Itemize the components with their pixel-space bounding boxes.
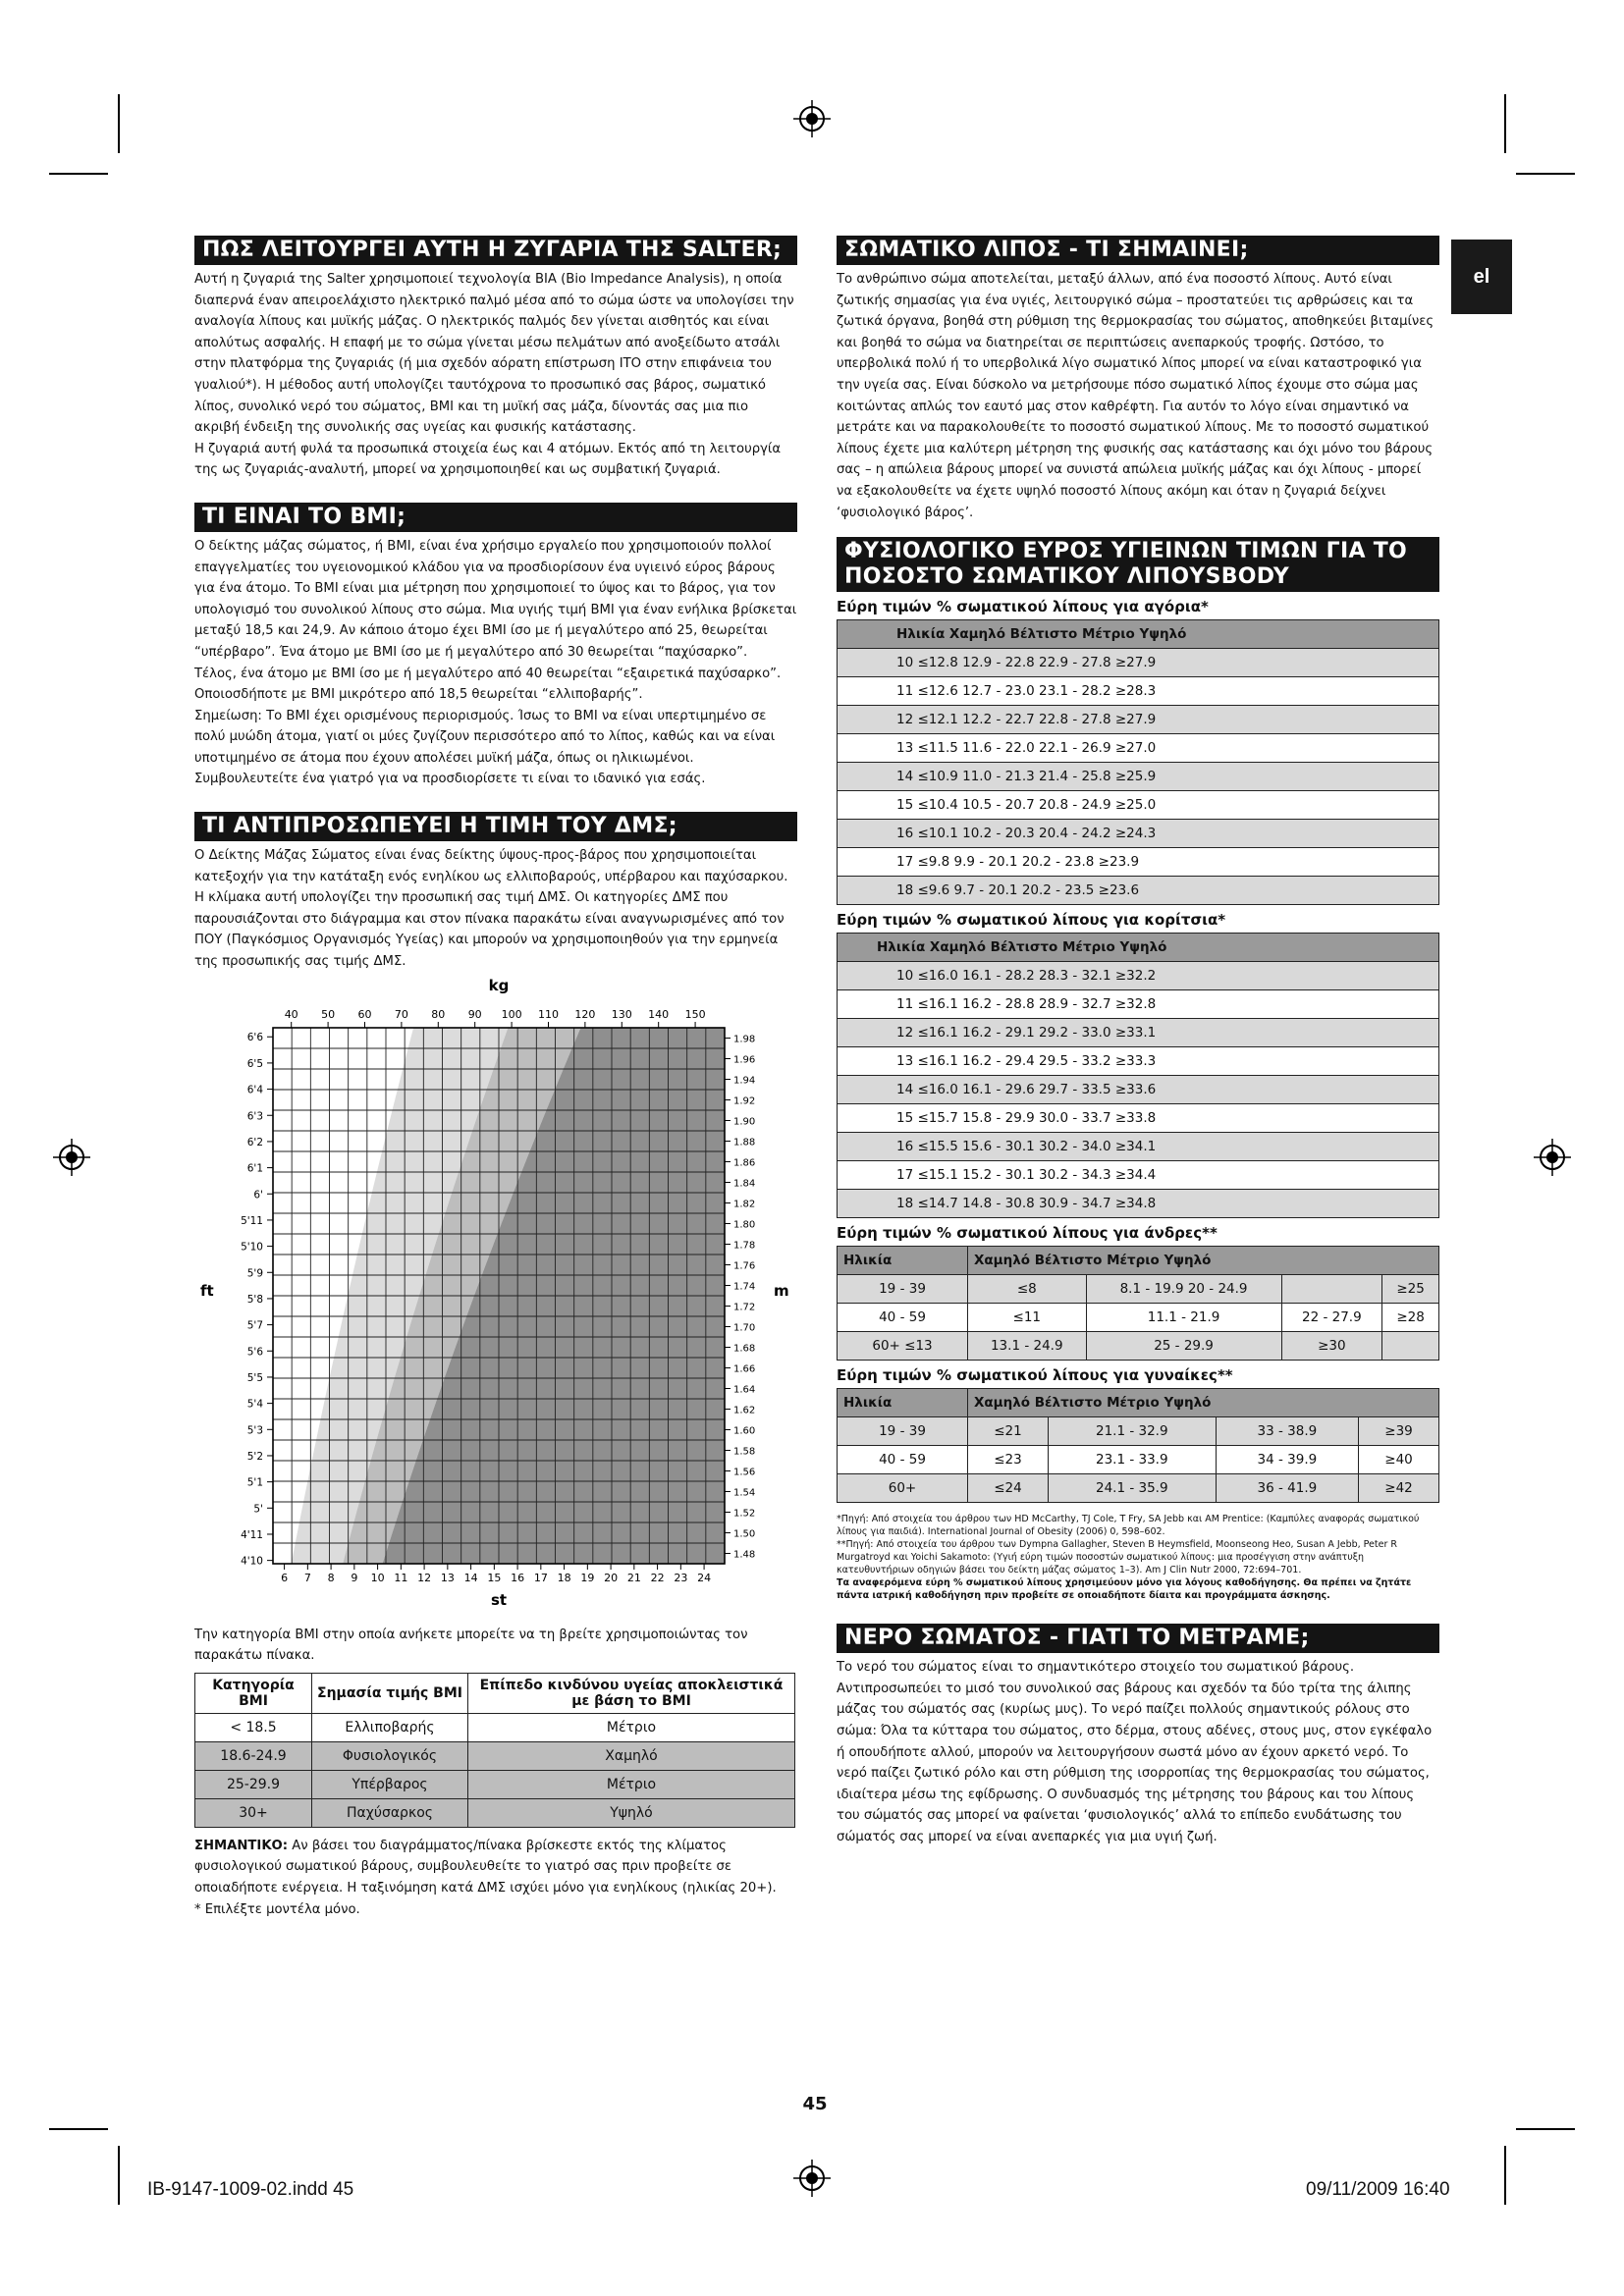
- ft-tick-label: 6'1: [246, 1162, 263, 1175]
- table-cell: ≤21: [968, 1417, 1049, 1446]
- table-row: [838, 1019, 1439, 1047]
- m-tick-label: 1.54: [733, 1487, 756, 1499]
- m-tick-label: 1.50: [733, 1528, 756, 1540]
- st-tick-label: 21: [626, 1571, 641, 1584]
- st-tick-label: 17: [533, 1571, 548, 1584]
- kg-tick-label: 90: [467, 1007, 482, 1021]
- table-cell: 60+ ≤13: [838, 1332, 968, 1361]
- table-row: [838, 1104, 1439, 1133]
- table-cell: Ελλιποβαρής: [312, 1713, 468, 1741]
- st-tick-label: 7: [303, 1571, 311, 1584]
- table-cell: 14 ≤16.0 16.1 - 29.6 29.7 - 33.5 ≥33.6: [838, 1076, 1439, 1104]
- table-cell: 33 - 38.9: [1216, 1417, 1358, 1446]
- st-tick-label: 14: [463, 1571, 478, 1584]
- ft-tick-label: 6'2: [246, 1136, 263, 1148]
- footnote: *Πηγή: Από στοιχεία του άρθρου των HD McCarthy, TJ Cole, T Fry, SA Jebb και AM Prentice: (Καμπύλες αναφοράς σωματικού λίπους για παιδιά). International Journal of Obesity (2006) 0, 598–602.: [837, 1514, 1420, 1538]
- m-tick-label: 1.72: [733, 1302, 756, 1313]
- footnote: **Πηγή: Από στοιχεία του άρθρου των Dympna Gallagher, Steven B Heymsfield, Moonseong Heo, Susan A Jebb, Peter R Murgatroyd και Yoichi Sakamoto: (Υγιή εύρη τιμών ποσοστών σωματικού λίπους: μια προσέγγιση στην ανάπτυξη κατευθυντήριων οδηγιών βάσει του δείκτη μάζας σώματος 1–3). Am J Clin Nutr 2000, 72:694–701.: [837, 1539, 1398, 1576]
- boys-table: [837, 619, 1439, 905]
- table-cell: 13.1 - 24.9: [968, 1332, 1087, 1361]
- table-cell: Υπέρβαρος: [312, 1770, 468, 1798]
- m-tick-label: 1.66: [733, 1363, 756, 1375]
- table-row: [838, 1076, 1439, 1104]
- ft-tick-label: 5': [253, 1502, 263, 1515]
- kg-tick-label: 100: [501, 1007, 522, 1021]
- ft-tick-label: 5'9: [246, 1266, 263, 1279]
- table-header: Χαμηλό Βέλτιστο Μέτριο Υψηλό: [968, 1247, 1439, 1275]
- table-cell: ≤8: [968, 1275, 1087, 1304]
- m-tick-label: 1.88: [733, 1137, 756, 1148]
- footnotes: [837, 1513, 1439, 1602]
- table-row: [838, 677, 1439, 706]
- section-title-what-is-bmi: ΤΙ ΕΙΝΑΙ ΤΟ BMI;: [194, 503, 797, 532]
- slug-file-name: IB-9147-1009-02.indd 45: [147, 2179, 354, 2200]
- table-row: [838, 1275, 1439, 1304]
- girls-caption: Εύρη τιμών % σωματικού λίπους για κορίτσια*: [837, 911, 1226, 930]
- table-row: [838, 820, 1439, 848]
- table-cell: 15 ≤10.4 10.5 - 20.7 20.8 - 24.9 ≥25.0: [838, 791, 1439, 820]
- table-cell: Μέτριο: [468, 1770, 795, 1798]
- ft-tick-label: 5'8: [246, 1293, 263, 1306]
- crop-mark: [49, 2128, 108, 2130]
- kg-axis-label: kg: [488, 976, 510, 994]
- slug-date-time: 09/11/2009 16:40: [1306, 2179, 1450, 2200]
- kg-tick-label: 150: [684, 1007, 706, 1021]
- m-tick-label: 1.84: [733, 1178, 756, 1190]
- table-cell: 24.1 - 35.9: [1048, 1474, 1216, 1503]
- important-label: ΣΗΜΑΝΤΙΚΟ:: [194, 1838, 289, 1853]
- st-tick-label: 15: [487, 1571, 502, 1584]
- crop-mark: [118, 2146, 120, 2205]
- paragraph: Το νερό του σώματος είναι το σημαντικότερο στοιχείο του σωματικού βάρους. Αντιπροσωπεύει το μισό του συνολικού σας βάρους και σχεδόν τα δύο τρίτα της άλιπης μάζας του σώματός σας (κυρίως μυς). Το νερό παίζει πολλούς σημαντικούς ρόλους στο σώμα: Όλα τα κύτταρα του σώματος, στο δέρμα, στους αδένες, στους μυς, στον εγκέφαλο ή οπουδήποτε αλλού, μπορούν να λειτουργήσουν σωστά μόνο αν έχουν αρκετό νερό. Το νερό παίζει ζωτικό ρόλο και στη ρύθμιση της ισορροπίας της θερμοκρασίας του σώματος, ιδιαίτερα μέσω της εφίδρωσης. Ο συνδυασμός της μέτρησης του βάρους και του λίπους του σώματός σας μπορεί να φαίνεται ‘φυσιολογικός’ αλλά το επίπεδο ενυδάτωσης του σώματός σας μπορεί να είναι ανεπαρκές για μια υγιή ζωή.: [837, 1660, 1433, 1844]
- table-cell: 14 ≤10.9 11.0 - 21.3 21.4 - 25.8 ≥25.9: [838, 763, 1439, 791]
- table-cell: ≥42: [1359, 1474, 1439, 1503]
- table-cell: 11 ≤16.1 16.2 - 28.8 28.9 - 32.7 ≥32.8: [838, 990, 1439, 1019]
- table-row: [195, 1798, 795, 1827]
- kg-tick-label: 70: [394, 1007, 408, 1021]
- table-header: Κατηγορία BMI: [195, 1673, 312, 1713]
- m-tick-label: 1.64: [733, 1384, 756, 1396]
- table-row: [838, 1190, 1439, 1218]
- table-row: [838, 1446, 1439, 1474]
- paragraph: Ο δείκτης μάζας σώματος, ή BMI, είναι ένα χρήσιμο εργαλείο που χρησιμοποιούν πολλοί επαγγελματίες του υγειονομικού κλάδου για να προσδιορίσουν ένα υγιεινό εύρος βάρους για ένα άτομο. Το BMI είναι μια μέτρηση που χρησιμοποιεί το ύψος και το βάρος, για τον υπολογισμό του συνολικού λίπους στο σώμα. Μια υγιής τιμή BMI για έναν ενήλικα βρίσκεται μεταξύ 18,5 και 24,9. Αν κάποιο άτομο έχει BMI ίσο με ή μεγαλύτερο από 25, θεωρείται “υπέρβαρο”. Ένα άτομο με BMI ίσο με ή μεγαλύτερο από 30 θεωρείται “παχύσαρκο”.: [194, 538, 797, 660]
- st-tick-label: 24: [697, 1571, 712, 1584]
- ft-axis-label: ft: [200, 1281, 214, 1300]
- ft-tick-label: 4'10: [241, 1555, 263, 1568]
- language-tab: el: [1451, 240, 1512, 314]
- table-cell: 23.1 - 33.9: [1048, 1446, 1216, 1474]
- st-tick-label: 18: [557, 1571, 571, 1584]
- paragraph: Ο Δείκτης Μάζας Σώματος είναι ένας δείκτης ύψους-προς-βάρος που χρησιμοποιείται κατεξοχήν για την κατάταξη ενός ενηλίκου ως ελλιποβαρούς, υπέρβαρου και παχύσαρκου. Η κλίμακα αυτή υπολογίζει την προσωπική σας τιμή ΔΜΣ. Οι κατηγορίες ΔΜΣ που παρουσιάζονται στο διάγραμμα και στον πίνακα παρακάτω είναι αναγνωρισμένες από τον ΠΟΥ (Παγκόσμιος Οργανισμός Υγείας) και μπορούν να χρησιμοποιηθούν για την ερμηνεία της προσωπικής σας τιμής ΔΜΣ.: [194, 848, 788, 970]
- m-tick-label: 1.58: [733, 1446, 756, 1458]
- crop-mark: [1504, 2146, 1506, 2205]
- m-tick-label: 1.94: [733, 1075, 756, 1087]
- table-row: [838, 649, 1439, 677]
- table-row: [838, 1161, 1439, 1190]
- models-note: * Επιλέξτε μοντέλα μόνο.: [194, 1901, 360, 1917]
- kg-tick-label: 50: [321, 1007, 336, 1021]
- table-cell: 30+: [195, 1798, 312, 1827]
- m-tick-label: 1.56: [733, 1467, 756, 1478]
- table-cell: 25 - 29.9: [1086, 1332, 1281, 1361]
- m-tick-label: 1.80: [733, 1219, 756, 1231]
- crop-mark: [1516, 173, 1575, 175]
- st-tick-label: 6: [281, 1571, 289, 1584]
- m-tick-label: 1.78: [733, 1240, 756, 1252]
- st-tick-label: 16: [511, 1571, 525, 1584]
- table-cell: ≤11: [968, 1304, 1087, 1332]
- paragraph: Η ζυγαριά αυτή φυλά τα προσωπικά στοιχεία έως και 4 ατόμων. Εκτός από τη λειτουργία της ως ζυγαριάς-αναλυτή, μπορεί να χρησιμοποιηθεί και ως συμβατική ζυγαριά.: [194, 441, 782, 478]
- table-cell: ≥25: [1382, 1275, 1439, 1304]
- table-cell: 18 ≤9.6 9.7 - 20.1 20.2 - 23.5 ≥23.6: [838, 877, 1439, 905]
- ft-tick-label: 5'4: [246, 1398, 263, 1411]
- ft-tick-label: 6'3: [246, 1109, 263, 1122]
- table-cell: ≥40: [1359, 1446, 1439, 1474]
- paragraph: Την κατηγορία BMI στην οποία ανήκετε μπορείτε να τη βρείτε χρησιμοποιώντας τον παρακάτω πίνακα.: [194, 1627, 748, 1664]
- table-cell: 19 - 39: [838, 1275, 968, 1304]
- registration-mark-icon: [53, 1139, 90, 1176]
- important-note: [194, 1836, 797, 1899]
- m-tick-label: 1.48: [733, 1549, 756, 1561]
- bmi-chart: [194, 977, 797, 1625]
- table-cell: 16 ≤15.5 15.6 - 30.1 30.2 - 34.0 ≥34.1: [838, 1133, 1439, 1161]
- kg-tick-label: 60: [357, 1007, 372, 1021]
- table-header: Σημασία τιμής BMI: [312, 1673, 468, 1713]
- table-header: Ηλικία: [838, 1389, 968, 1417]
- ft-tick-label: 5'3: [246, 1423, 263, 1436]
- ft-tick-label: 5'2: [246, 1450, 263, 1463]
- ft-tick-label: 5'10: [241, 1241, 263, 1254]
- table-cell: < 18.5: [195, 1713, 312, 1741]
- paragraph: Αυτή η ζυγαριά της Salter χρησιμοποιεί τεχνολογία BIA (Bio Impedance Analysis), η οποία διαπερνά έναν απειροελάχιστο ηλεκτρικό παλμό μέσα από το σώμα ώστε να υπολογίσει την αναλογία λίπους και μυϊκής μάζας. Ο ηλεκτρικός παλμός δεν γίνεται αισθητός και είναι απολύτως ασφαλής. Η επαφή με το σώμα γίνεται μέσω πελμάτων από ανοξείδωτο ατσάλι στην πλατφόρμα της ζυγαριάς (ή μια σχεδόν αόρατη επίστρωση ITO στην επιφάνεια του γυαλιού*). Η μέθοδος αυτή υπολογίζει ταυτόχρονα το προσωπικό σας βάρος, σωματικό λίπος, συνολικό νερό του σώματος, BMI και τη μυϊκή σας μάζα, δίνοντάς σας μια πιο ακριβή ένδειξη της συνολικής σας υγείας και φυσικής κατάστασης.: [194, 272, 794, 436]
- table-cell: 34 - 39.9: [1216, 1446, 1358, 1474]
- table-cell: 22 - 27.9: [1281, 1304, 1382, 1332]
- ft-tick-label: 5'5: [246, 1371, 263, 1384]
- m-tick-label: 1.68: [733, 1343, 756, 1355]
- st-tick-label: 20: [604, 1571, 619, 1584]
- m-tick-label: 1.86: [733, 1157, 756, 1169]
- ft-tick-label: 6'4: [246, 1084, 263, 1096]
- table-cell: 19 - 39: [838, 1417, 968, 1446]
- table-cell: 10 ≤16.0 16.1 - 28.2 28.3 - 32.1 ≥32.2: [838, 962, 1439, 990]
- table-header: Ηλικία: [838, 1247, 968, 1275]
- table-header: Χαμηλό Βέλτιστο Μέτριο Υψηλό: [968, 1389, 1439, 1417]
- section-title-how-it-works: ΠΩΣ ΛΕΙΤΟΥΡΓΕΙ ΑΥΤΗ Η ΖΥΓΑΡΙΑ ΤΗΣ SALTER;: [194, 236, 797, 265]
- important-text: Αν βάσει του διαγράμματος/πίνακα βρίσκεστε εκτός της κλίματος φυσιολογικού σωματικού βάρους, συμβουλευθείτε το γιατρό σας πριν προβείτε σε οποιαδήποτε ενέργεια. Η ταξινόμηση κατά ΔΜΣ ισχύει μόνο για ενηλίκους (ηλικίας 20+).: [194, 1838, 777, 1896]
- table-cell: ≥39: [1359, 1417, 1439, 1446]
- table-cell: [1382, 1332, 1439, 1361]
- st-tick-label: 10: [370, 1571, 385, 1584]
- table-cell: 25-29.9: [195, 1770, 312, 1798]
- women-table: [837, 1388, 1439, 1503]
- table-cell: 17 ≤9.8 9.9 - 20.1 20.2 - 23.8 ≥23.9: [838, 848, 1439, 877]
- footnote: Τα αναφερόμενα εύρη % σωματικού λίπους χρησιμεύουν μόνο για λόγους καθοδήγησης. Θα πρέπει να ζητάτε πάντα ιατρική καθοδήγηση πριν προβείτε σε οποιαδήποτε δίαιτα και προγράμματα άσκησης.: [837, 1577, 1412, 1602]
- ft-tick-label: 5'6: [246, 1345, 263, 1358]
- st-tick-label: 9: [351, 1571, 358, 1584]
- table-row: [195, 1741, 795, 1770]
- table-cell: ≥30: [1281, 1332, 1382, 1361]
- girls-table: [837, 933, 1439, 1218]
- m-tick-label: 1.76: [733, 1260, 756, 1272]
- table-cell: 21.1 - 32.9: [1048, 1417, 1216, 1446]
- bmi-category-table: [194, 1673, 795, 1828]
- kg-tick-label: 40: [284, 1007, 298, 1021]
- table-row: [838, 706, 1439, 734]
- m-tick-label: 1.60: [733, 1425, 756, 1437]
- table-header: Ηλικία Χαμηλό Βέλτιστο Μέτριο Υψηλό: [838, 620, 1439, 649]
- table-row: [838, 962, 1439, 990]
- table-cell: 8.1 - 19.9 20 - 24.9: [1086, 1275, 1281, 1304]
- table-cell: 12 ≤12.1 12.2 - 22.7 22.8 - 27.8 ≥27.9: [838, 706, 1439, 734]
- ft-tick-label: 4'11: [241, 1528, 263, 1541]
- table-cell: Χαμηλό: [468, 1741, 795, 1770]
- table-row: [838, 1474, 1439, 1503]
- table-cell: 18.6-24.9: [195, 1741, 312, 1770]
- m-tick-label: 1.90: [733, 1116, 756, 1128]
- ft-tick-label: 5'11: [241, 1214, 263, 1227]
- table-cell: 40 - 59: [838, 1304, 968, 1332]
- m-tick-label: 1.62: [733, 1405, 756, 1416]
- table-row: [838, 1047, 1439, 1076]
- kg-tick-label: 80: [431, 1007, 446, 1021]
- table-cell: 16 ≤10.1 10.2 - 20.3 20.4 - 24.2 ≥24.3: [838, 820, 1439, 848]
- ft-tick-label: 6'5: [246, 1057, 263, 1070]
- table-cell: Υψηλό: [468, 1798, 795, 1827]
- registration-mark-icon: [1534, 1139, 1571, 1176]
- m-tick-label: 1.74: [733, 1281, 756, 1293]
- table-header: Ηλικία Χαμηλό Βέλτιστο Μέτριο Υψηλό: [838, 934, 1439, 962]
- table-cell: 60+: [838, 1474, 968, 1503]
- women-caption: Εύρη τιμών % σωματικού λίπους για γυναίκες**: [837, 1366, 1233, 1385]
- st-tick-label: 11: [394, 1571, 408, 1584]
- table-row: [838, 763, 1439, 791]
- table-cell: Μέτριο: [468, 1713, 795, 1741]
- m-tick-label: 1.92: [733, 1095, 756, 1107]
- kg-tick-label: 120: [574, 1007, 596, 1021]
- table-cell: 15 ≤15.7 15.8 - 29.9 30.0 - 33.7 ≥33.8: [838, 1104, 1439, 1133]
- st-axis-label: st: [490, 1590, 508, 1609]
- st-tick-label: 13: [440, 1571, 455, 1584]
- table-row: [838, 1304, 1439, 1332]
- table-row: [838, 848, 1439, 877]
- table-cell: [1281, 1275, 1382, 1304]
- st-tick-label: 8: [327, 1571, 335, 1584]
- m-tick-label: 1.70: [733, 1322, 756, 1334]
- table-cell: 12 ≤16.1 16.2 - 29.1 29.2 - 33.0 ≥33.1: [838, 1019, 1439, 1047]
- boys-caption: Εύρη τιμών % σωματικού λίπους για αγόρια*: [837, 598, 1209, 616]
- table-row: [195, 1770, 795, 1798]
- kg-tick-label: 110: [537, 1007, 559, 1021]
- table-header: Επίπεδο κινδύνου υγείας αποκλειστικά με βάση το BMI: [468, 1673, 795, 1713]
- table-cell: 36 - 41.9: [1216, 1474, 1358, 1503]
- kg-tick-label: 140: [648, 1007, 670, 1021]
- registration-mark-icon: [793, 2160, 831, 2197]
- ft-tick-label: 5'7: [246, 1319, 263, 1332]
- crop-mark: [118, 94, 120, 153]
- men-table: [837, 1246, 1439, 1361]
- m-tick-label: 1.96: [733, 1054, 756, 1066]
- table-row: [838, 990, 1439, 1019]
- m-tick-label: 1.82: [733, 1199, 756, 1210]
- table-row: [838, 1417, 1439, 1446]
- st-tick-label: 12: [417, 1571, 432, 1584]
- crop-mark: [1516, 2128, 1575, 2130]
- table-row: [838, 791, 1439, 820]
- table-cell: 11.1 - 21.9: [1086, 1304, 1281, 1332]
- ft-tick-label: 5'1: [246, 1476, 263, 1489]
- table-cell: 18 ≤14.7 14.8 - 30.8 30.9 - 34.7 ≥34.8: [838, 1190, 1439, 1218]
- table-cell: ≤24: [968, 1474, 1049, 1503]
- right-column: [837, 236, 1439, 1847]
- page-number: 45: [802, 2094, 828, 2114]
- section-title-body-fat: ΣΩΜΑΤΙΚΟ ΛΙΠΟΣ - ΤΙ ΣΗΜΑΙΝΕΙ;: [837, 236, 1439, 265]
- table-row: [838, 877, 1439, 905]
- table-cell: 10 ≤12.8 12.9 - 22.8 22.9 - 27.8 ≥27.9: [838, 649, 1439, 677]
- crop-mark: [49, 173, 108, 175]
- section-title-healthy-ranges: ΦΥΣΙΟΛΟΓΙΚΟ ΕΥΡΟΣ ΥΓΙΕΙΝΩΝ ΤΙΜΩΝ ΓΙΑ ΤΟ ΠΟΣΟΣΤΟ ΣΩΜΑΤΙΚΟΥ ΛΙΠΟΥSBODY: [837, 537, 1439, 592]
- st-tick-label: 23: [674, 1571, 688, 1584]
- kg-tick-label: 130: [611, 1007, 632, 1021]
- table-cell: 13 ≤11.5 11.6 - 22.0 22.1 - 26.9 ≥27.0: [838, 734, 1439, 763]
- table-cell: 40 - 59: [838, 1446, 968, 1474]
- table-cell: ≤23: [968, 1446, 1049, 1474]
- ft-tick-label: 6'6: [246, 1031, 263, 1043]
- m-tick-label: 1.98: [733, 1034, 756, 1045]
- left-column: [194, 236, 797, 1920]
- st-tick-label: 22: [650, 1571, 665, 1584]
- table-row: [838, 734, 1439, 763]
- section-title-bmi-meaning: ΤΙ ΑΝΤΙΠΡΟΣΩΠΕΥΕΙ Η ΤΙΜΗ ΤΟΥ ΔΜΣ;: [194, 812, 797, 841]
- men-caption: Εύρη τιμών % σωματικού λίπους για άνδρες**: [837, 1224, 1218, 1243]
- crop-mark: [1504, 94, 1506, 153]
- table-cell: 17 ≤15.1 15.2 - 30.1 30.2 - 34.3 ≥34.4: [838, 1161, 1439, 1190]
- table-row: [838, 1133, 1439, 1161]
- table-cell: Παχύσαρκος: [312, 1798, 468, 1827]
- m-axis-label: m: [774, 1281, 789, 1300]
- table-cell: ≥28: [1382, 1304, 1439, 1332]
- section-title-body-water: ΝΕΡΟ ΣΩΜΑΤΟΣ - ΓΙΑΤΙ ΤΟ ΜΕΤΡΑΜΕ;: [837, 1624, 1439, 1653]
- m-tick-label: 1.52: [733, 1508, 756, 1520]
- ft-tick-label: 6': [253, 1188, 263, 1201]
- table-row: [838, 1332, 1439, 1361]
- registration-mark-icon: [793, 100, 831, 137]
- st-tick-label: 19: [580, 1571, 595, 1584]
- table-cell: 11 ≤12.6 12.7 - 23.0 23.1 - 28.2 ≥28.3: [838, 677, 1439, 706]
- table-cell: Φυσιολογικός: [312, 1741, 468, 1770]
- paragraph: Το ανθρώπινο σώμα αποτελείται, μεταξύ άλλων, από ένα ποσοστό λίπους. Αυτό είναι ζωτικής σημασίας για ένα υγιές, λειτουργικό σώμα – προστατεύει τις αρθρώσεις και τα ζωτικά όργανα, βοηθά στη ρύθμιση της θερμοκρασίας του σώματος, αποθηκεύει βιταμίνες και βοηθά το σώμα να διατηρείται σε περιπτώσεις ανεπαρκούς τροφής. Ωστόσο, το υπερβολικά πολύ ή το υπερβολικά λίγο σωματικό λίπος μπορεί να είναι καταστροφικό για την υγεία σας. Είναι δύσκολο να μετρήσουμε πόσο σωματικό λίπος έχουμε στο σώμα μας κοιτώντας απλώς τον εαυτό μας στον καθρέφτη. Για αυτόν το λόγο είναι σημαντικό να μετράτε και να παρακολουθείτε το ποσοστό σωματικού λίπους. Με το ποσοστό σωματικού λίπους έχετε μια καλύτερη μέτρηση της φυσικής σας κατάστασης και όχι μόνο του βάρους σας – η απώλεια βάρους μπορεί να συνιστά απώλεια μυϊκής μάζας και όχι λίπους - μπορεί να εξακολουθείτε να έχετε υψηλό ποσοστό λίπους ακόμη και όταν η ζυγαριά δείχνει ‘φυσιολογικό βάρος’.: [837, 272, 1435, 520]
- table-cell: 13 ≤16.1 16.2 - 29.4 29.5 - 33.2 ≥33.3: [838, 1047, 1439, 1076]
- paragraph: Σημείωση: Το BMI έχει ορισμένους περιορισμούς. Ίσως το BMI να είναι υπερτιμημένο σε πολύ μυώδη άτομα, γιατί οι μύες ζυγίζουν περισσότερο από το λίπος, καθώς και να είναι υποτιμημένο σε άτομα που έχουν απολέσει μυϊκή μάζα, όπως οι ηλικιωμένοι. Συμβουλευτείτε ένα γιατρό για να προσδιορίσετε τι είναι το ιδανικό για εσάς.: [194, 708, 776, 787]
- paragraph: Τέλος, ένα άτομο με BMI ίσο με ή μεγαλύτερο από 40 θεωρείται “εξαιρετικά παχύσαρκο”. Οποιοσδήποτε με BMI μικρότερο από 18,5 θεωρείται “ελλιποβαρής”.: [194, 666, 782, 703]
- table-row: [195, 1713, 795, 1741]
